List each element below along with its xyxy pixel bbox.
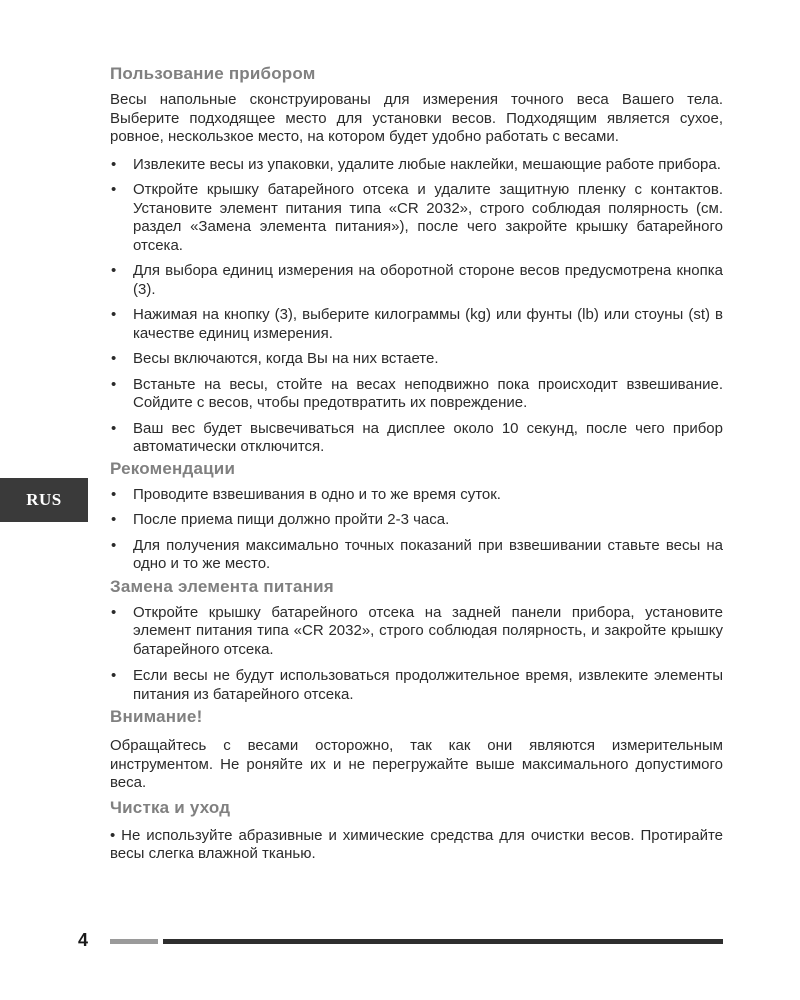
warning-text: Обращайтесь с весами осторожно, так как они являются измерительным инструментом. Не роняйте их и не перегружайте выше максимального допустимого веса. [110, 737, 723, 791]
list-item: • Ваш вес будет высвечиваться на дисплее около 10 секунд, после чего прибор автоматически отключится. [110, 420, 723, 457]
usage-list [110, 156, 723, 457]
page-number: 4 [78, 930, 89, 950]
battery-list [110, 604, 723, 705]
list-item: • Для выбора единиц измерения на оборотной стороне весов предусмотрена кнопка (3). [110, 262, 723, 299]
list-item: • Встаньте на весы, стойте на весах неподвижно пока происходит взвешивание. Сойдите с весов, чтобы предотвратить их повреждение. [110, 376, 723, 413]
list-item: • Проводите взвешивания в одно и то же время суток. [110, 486, 723, 505]
list-item: • Для получения максимально точных показаний при взвешивании ставьте весы на одно и то же место. [110, 537, 723, 574]
section-title-battery: Замена элемента питания [110, 576, 334, 596]
section-title-recommendations: Рекомендации [110, 458, 236, 478]
page-content [110, 60, 723, 864]
list-item: • Извлеките весы из упаковки, удалите любые наклейки, мешающие работе прибора. [110, 156, 723, 175]
list-item: • Весы включаются, когда Вы на них встаете. [110, 350, 723, 369]
list-item: • Если весы не будут использоваться продолжительное время, извлеките элементы питания из батарейного отсека. [110, 667, 723, 704]
section-title-usage: Пользование прибором [110, 64, 316, 83]
list-item: • После приема пищи должно пройти 2-3 часа. [110, 511, 723, 530]
cleaning-text: • Не используйте абразивные и химические средства для очистки весов. Протирайте весы слегка влажной тканью. [110, 826, 723, 862]
recommendations-list [110, 486, 723, 574]
usage-intro: Весы напольные сконструированы для измерения точного веса Вашего тела. Выберите подходящее место для установки весов. Подходящим является сухое, ровное, нескользкое место, на котором будет удобно работать с весами. [110, 91, 723, 145]
list-item: • Откройте крышку батарейного отсека и удалите защитную пленку с контактов. Установите элемент питания типа «CR 2032», строго соблюдая полярность (см. раздел «Замена элемента питания»), после чего закройте крышку батарейного отсека. [110, 181, 723, 255]
language-tab: RUS [0, 478, 88, 522]
list-item: • Нажимая на кнопку (3), выберите килограммы (kg) или фунты (lb) или стоуны (st) в качестве единиц измерения. [110, 306, 723, 343]
section-title-cleaning: Чистка и уход [110, 797, 231, 817]
list-item: • Откройте крышку батарейного отсека на задней панели прибора, установите элемент питания типа «CR 2032», строго соблюдая полярность, и закройте крышку батарейного отсека. [110, 604, 723, 660]
footer-rule-long [163, 939, 723, 944]
section-title-warning: Внимание! [110, 707, 203, 726]
footer-rule-short [110, 939, 158, 944]
